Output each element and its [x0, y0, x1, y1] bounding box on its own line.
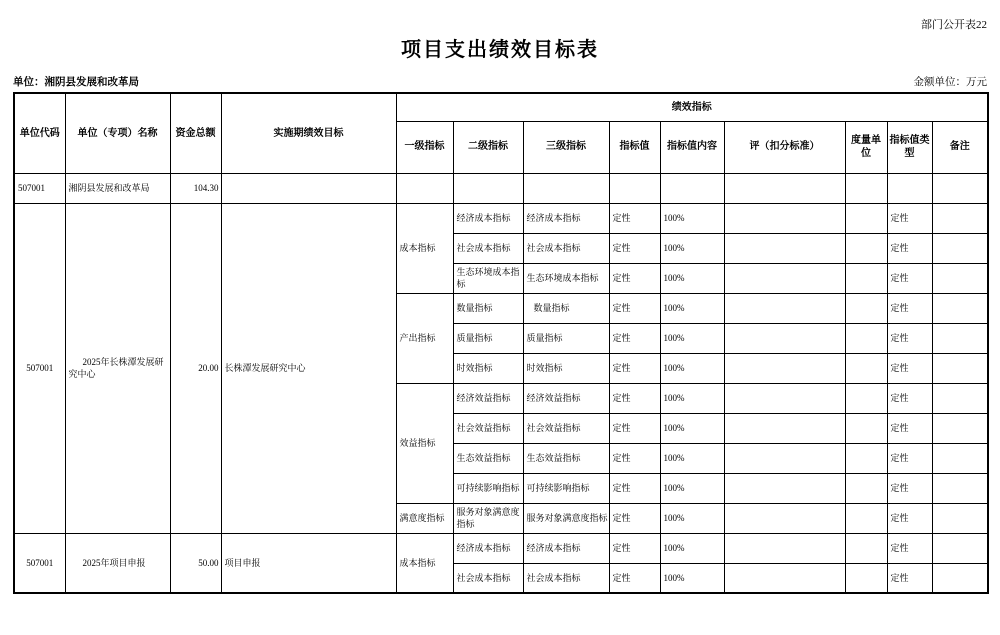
header-measure-unit: 度量单位	[845, 121, 887, 173]
cell-indicator-content: 100%	[660, 293, 724, 323]
cell-indicator-content: 100%	[660, 533, 724, 563]
cell-level3: 生态效益指标	[523, 443, 609, 473]
cell-indicator-content: 100%	[660, 353, 724, 383]
cell-level3: 生态环境成本指标	[523, 263, 609, 293]
cell-indicator-value: 定性	[609, 203, 660, 233]
cell-value-type: 定性	[887, 233, 932, 263]
cell-value-type: 定性	[887, 503, 932, 533]
cell-remark	[932, 503, 988, 533]
cell-indicator-value: 定性	[609, 413, 660, 443]
cell-measure-unit	[845, 353, 887, 383]
cell-level2: 可持续影响指标	[453, 473, 523, 503]
meta-line	[13, 74, 987, 89]
cell-value-type: 定性	[887, 533, 932, 563]
cell-impl-target: 项目申报	[221, 533, 396, 593]
cell-fund-total: 20.00	[170, 203, 221, 533]
cell-unit-code: 507001	[14, 203, 65, 533]
cell-measure-unit	[845, 383, 887, 413]
cell-value-type: 定性	[887, 353, 932, 383]
cell-measure-unit	[845, 473, 887, 503]
header-indicator-value: 指标值	[609, 121, 660, 173]
cell-remark	[932, 443, 988, 473]
cell-level1-category: 效益指标	[396, 383, 453, 503]
corner-note: 部门公开表22	[921, 19, 987, 31]
cell-impl-target	[221, 173, 396, 203]
cell-remark	[932, 173, 988, 203]
cell-remark	[932, 473, 988, 503]
cell-level3: 经济成本指标	[523, 203, 609, 233]
cell-eval-standard	[724, 533, 845, 563]
cell-unit-name: 2025年项目申报	[65, 533, 170, 593]
cell-eval-standard	[724, 323, 845, 353]
header-impl-target: 实施期绩效目标	[221, 93, 396, 173]
cell-fund-total: 50.00	[170, 533, 221, 593]
cell-value-type: 定性	[887, 473, 932, 503]
cell-value-type	[887, 173, 932, 203]
cell-level3: 可持续影响指标	[523, 473, 609, 503]
header-level3: 三级指标	[523, 121, 609, 173]
header-unit-name: 单位（专项）名称	[65, 93, 170, 173]
cell-unit-name: 2025年长株潭发展研究中心	[65, 203, 170, 533]
cell-value-type: 定性	[887, 443, 932, 473]
cell-level2: 社会成本指标	[453, 233, 523, 263]
cell-level1-category: 成本指标	[396, 203, 453, 293]
cell-eval-standard	[724, 293, 845, 323]
cell-indicator-value: 定性	[609, 533, 660, 563]
cell-value-type: 定性	[887, 413, 932, 443]
cell-indicator-content: 100%	[660, 413, 724, 443]
header-fund-total: 资金总额	[170, 93, 221, 173]
cell-level3: 服务对象满意度指标	[523, 503, 609, 533]
cell-measure-unit	[845, 533, 887, 563]
cell-remark	[932, 383, 988, 413]
header-unit-code: 单位代码	[14, 93, 65, 173]
header-level2: 二级指标	[453, 121, 523, 173]
cell-remark	[932, 413, 988, 443]
cell-fund-total: 104.30	[170, 173, 221, 203]
cell-level3: 社会成本指标	[523, 563, 609, 593]
cell-level3: 社会效益指标	[523, 413, 609, 443]
page-title: 项目支出绩效目标表	[401, 39, 599, 61]
cell-measure-unit	[845, 563, 887, 593]
cell-measure-unit	[845, 503, 887, 533]
table-row	[14, 203, 988, 233]
performance-target-table	[13, 92, 989, 594]
cell-measure-unit	[845, 203, 887, 233]
cell-indicator-value: 定性	[609, 473, 660, 503]
cell-eval-standard	[724, 203, 845, 233]
cell-indicator-content: 100%	[660, 383, 724, 413]
cell-level2: 经济成本指标	[453, 533, 523, 563]
cell-measure-unit	[845, 233, 887, 263]
cell-indicator-value: 定性	[609, 353, 660, 383]
cell-level3: 数量指标	[523, 293, 609, 323]
cell-remark	[932, 563, 988, 593]
cell-unit-name: 湘阴县发展和改革局	[65, 173, 170, 203]
cell-indicator-content: 100%	[660, 323, 724, 353]
cell-measure-unit	[845, 173, 887, 203]
cell-level3: 质量指标	[523, 323, 609, 353]
amount-unit-label: 金额单位：万元	[913, 77, 987, 88]
cell-level2: 服务对象满意度指标	[453, 503, 523, 533]
cell-indicator-value: 定性	[609, 233, 660, 263]
cell-value-type: 定性	[887, 263, 932, 293]
summary-row	[14, 173, 988, 203]
cell-level2: 经济效益指标	[453, 383, 523, 413]
cell-measure-unit	[845, 263, 887, 293]
cell-indicator-value: 定性	[609, 263, 660, 293]
cell-indicator-value: 定性	[609, 323, 660, 353]
cell-indicator-value: 定性	[609, 563, 660, 593]
cell-remark	[932, 233, 988, 263]
cell-level1-category: 满意度指标	[396, 503, 453, 533]
cell-unit-code: 507001	[14, 173, 65, 203]
cell-indicator-content: 100%	[660, 473, 724, 503]
cell-level2	[453, 173, 523, 203]
cell-remark	[932, 323, 988, 353]
cell-remark	[932, 533, 988, 563]
cell-remark	[932, 203, 988, 233]
cell-level1-category: 成本指标	[396, 533, 453, 593]
header-value-type: 指标值类型	[887, 121, 932, 173]
cell-eval-standard	[724, 503, 845, 533]
cell-level3: 时效指标	[523, 353, 609, 383]
cell-level1	[396, 173, 453, 203]
cell-indicator-content	[660, 173, 724, 203]
cell-eval-standard	[724, 353, 845, 383]
header-indicator-content: 指标值内容	[660, 121, 724, 173]
cell-indicator-content: 100%	[660, 563, 724, 593]
header-level1: 一级指标	[396, 121, 453, 173]
cell-eval-standard	[724, 263, 845, 293]
table-row	[14, 533, 988, 563]
cell-level2: 社会效益指标	[453, 413, 523, 443]
cell-impl-target: 长株潭发展研究中心	[221, 203, 396, 533]
cell-measure-unit	[845, 413, 887, 443]
cell-level2: 数量指标	[453, 293, 523, 323]
cell-remark	[932, 263, 988, 293]
cell-level2: 时效指标	[453, 353, 523, 383]
cell-level2: 质量指标	[453, 323, 523, 353]
header-row-1	[14, 93, 988, 121]
cell-measure-unit	[845, 323, 887, 353]
cell-level1-category: 产出指标	[396, 293, 453, 383]
header-eval-standard: 评（扣分标准）	[724, 121, 845, 173]
cell-value-type: 定性	[887, 563, 932, 593]
cell-indicator-value: 定性	[609, 293, 660, 323]
cell-eval-standard	[724, 173, 845, 203]
cell-indicator-value	[609, 173, 660, 203]
cell-value-type: 定性	[887, 293, 932, 323]
cell-eval-standard	[724, 443, 845, 473]
cell-indicator-content: 100%	[660, 233, 724, 263]
cell-level2: 社会成本指标	[453, 563, 523, 593]
cell-indicator-content: 100%	[660, 263, 724, 293]
header-remark: 备注	[932, 121, 988, 173]
cell-level3: 社会成本指标	[523, 233, 609, 263]
cell-eval-standard	[724, 413, 845, 443]
cell-level2: 经济成本指标	[453, 203, 523, 233]
cell-eval-standard	[724, 233, 845, 263]
cell-level3: 经济效益指标	[523, 383, 609, 413]
cell-level2: 生态效益指标	[453, 443, 523, 473]
cell-measure-unit	[845, 293, 887, 323]
cell-indicator-content: 100%	[660, 443, 724, 473]
cell-eval-standard	[724, 383, 845, 413]
cell-level2: 生态环境成本指标	[453, 263, 523, 293]
cell-value-type: 定性	[887, 383, 932, 413]
cell-eval-standard	[724, 473, 845, 503]
cell-value-type: 定性	[887, 203, 932, 233]
cell-value-type: 定性	[887, 323, 932, 353]
header-perf-indicators: 绩效指标	[396, 93, 988, 121]
cell-indicator-value: 定性	[609, 503, 660, 533]
cell-indicator-content: 100%	[660, 503, 724, 533]
cell-level3: 经济成本指标	[523, 533, 609, 563]
cell-remark	[932, 293, 988, 323]
cell-eval-standard	[724, 563, 845, 593]
cell-level3	[523, 173, 609, 203]
cell-remark	[932, 353, 988, 383]
cell-indicator-value: 定性	[609, 443, 660, 473]
cell-indicator-value: 定性	[609, 383, 660, 413]
cell-measure-unit	[845, 443, 887, 473]
unit-label: 单位：湘阴县发展和改革局	[13, 77, 139, 88]
cell-unit-code: 507001	[14, 533, 65, 593]
cell-indicator-content: 100%	[660, 203, 724, 233]
